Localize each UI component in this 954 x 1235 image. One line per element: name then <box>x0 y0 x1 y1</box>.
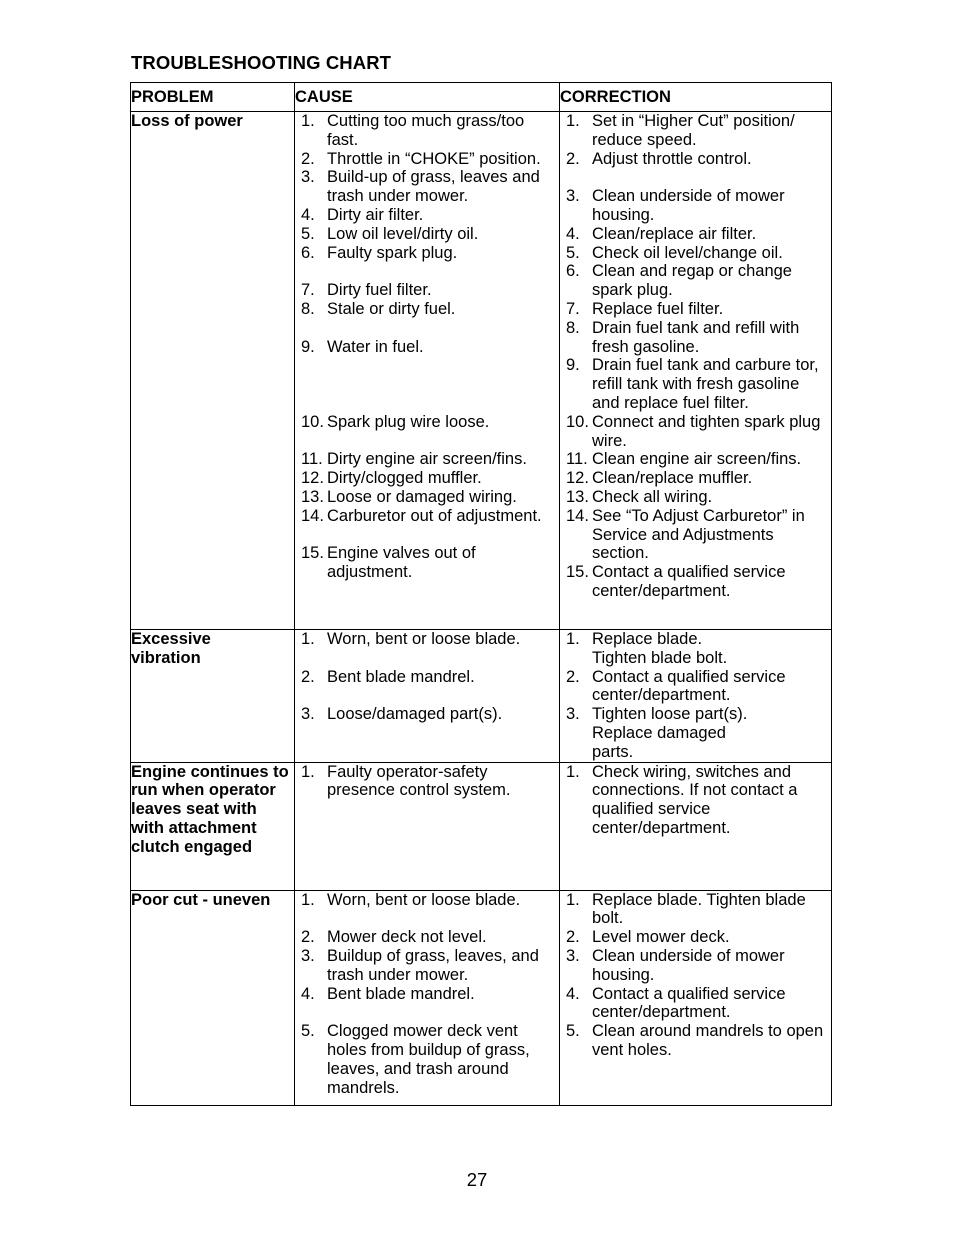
item-text: Tighten loose part(s). Replace damaged parts. <box>592 705 748 761</box>
item-number: 1. <box>301 112 315 130</box>
item-number: 14. <box>301 506 324 525</box>
item-number: 1. <box>566 112 580 130</box>
list-item <box>295 300 559 319</box>
item-number: 10. <box>566 412 589 431</box>
item-number: 7. <box>301 281 315 300</box>
problem-cell: Engine continues to run when operator leaves seat with with attachment clutch engaged <box>131 762 295 890</box>
item-text: Clean/replace muffler. <box>592 469 753 488</box>
item-text: Clean underside of mower housing. <box>592 187 785 224</box>
item-text: Bent blade mandrel. <box>327 984 475 1003</box>
list-item <box>560 985 831 1023</box>
correction-list <box>560 891 831 1060</box>
list-item <box>560 891 831 929</box>
list-item <box>295 338 559 357</box>
item-number: 15. <box>301 544 324 563</box>
cause-cell <box>295 890 560 1105</box>
table-row <box>131 762 832 890</box>
item-number: 2. <box>566 149 580 168</box>
item-number: 1. <box>566 890 580 909</box>
item-number: 12. <box>566 469 589 488</box>
item-number: 5. <box>301 1022 315 1041</box>
item-text: Check oil level/change oil. <box>592 243 783 262</box>
list-item <box>560 947 831 985</box>
item-text: Water in fuel. <box>327 337 424 356</box>
list-item <box>560 319 831 357</box>
table-row <box>131 890 832 1105</box>
header-cause: CAUSE <box>295 83 560 112</box>
list-item <box>560 488 831 507</box>
list-item <box>295 168 559 206</box>
item-number: 4. <box>566 224 580 243</box>
page-title: TROUBLESHOOTING CHART <box>131 52 392 73</box>
list-item <box>295 985 559 1004</box>
item-number: 8. <box>566 318 580 337</box>
list-item <box>560 705 771 761</box>
item-number: 4. <box>301 205 315 224</box>
list-item <box>560 450 831 469</box>
item-text: Contact a qualified service center/department. <box>592 984 786 1022</box>
item-text: Loose or damaged wiring. <box>327 487 517 506</box>
item-number: 3. <box>566 187 580 206</box>
item-number: 11. <box>566 450 588 469</box>
item-number: 9. <box>301 337 315 356</box>
list-item <box>295 928 559 947</box>
item-number: 3. <box>566 946 580 965</box>
item-text: Set in “Higher Cut” position/ reduce speed. <box>592 112 795 149</box>
list-item <box>295 488 559 507</box>
item-text: Cutting too much grass/too fast. <box>327 112 525 149</box>
item-text: Clean underside of mower housing. <box>592 946 785 984</box>
list-item <box>295 413 559 432</box>
problem-cell: Poor cut - uneven <box>131 890 295 1105</box>
item-text: Replace blade. Tighten blade bolt. <box>592 630 728 667</box>
cause-cell <box>295 762 560 890</box>
cause-list <box>295 891 559 1098</box>
item-number: 4. <box>566 984 580 1003</box>
cause-list <box>295 763 559 801</box>
list-item <box>560 563 831 601</box>
item-number: 7. <box>566 299 580 318</box>
item-number: 5. <box>566 1022 580 1041</box>
item-text: Mower deck not level. <box>327 928 487 947</box>
item-text: Clogged mower deck vent holes from buildup of grass, leaves, and trash around mandrels. <box>327 1022 530 1097</box>
list-item <box>560 112 831 150</box>
item-text: Dirty fuel filter. <box>327 281 432 300</box>
item-number: 13. <box>566 487 589 506</box>
item-text: Engine valves out of adjustment. <box>327 544 476 582</box>
item-text: Replace fuel filter. <box>592 299 724 318</box>
list-item <box>295 469 559 488</box>
list-item <box>560 187 831 225</box>
item-number: 12. <box>301 469 324 488</box>
item-text: Build-up of grass, leaves and trash under mower. <box>327 168 540 206</box>
item-number: 6. <box>301 243 315 262</box>
list-item <box>295 206 559 225</box>
item-number: 3. <box>301 946 315 965</box>
item-number: 3. <box>301 705 315 724</box>
list-item <box>295 544 559 582</box>
list-item <box>560 1022 831 1060</box>
item-text: Adjust throttle control. <box>592 149 752 168</box>
item-text: Clean around mandrels to open vent holes. <box>592 1022 824 1059</box>
list-item <box>560 150 831 169</box>
list-item <box>295 450 559 469</box>
header-row <box>131 83 832 112</box>
list-item <box>295 891 559 910</box>
item-text: Drain fuel tank and refill with fresh gasoline. <box>592 318 800 356</box>
item-number: 3. <box>566 705 580 724</box>
list-item <box>560 668 831 706</box>
item-number: 1. <box>301 762 315 781</box>
problem-cell: Excessive vibration <box>131 630 295 763</box>
correction-list <box>560 112 831 601</box>
item-text: Spark plug wire loose. <box>327 412 490 431</box>
correction-cell <box>560 630 832 763</box>
list-item <box>295 244 559 263</box>
item-text: Drain fuel tank and carbure tor, refill tank with fresh gasoline and replace fuel filter. <box>592 356 819 412</box>
page-number: 27 <box>466 1169 488 1190</box>
item-number: 10. <box>301 412 324 431</box>
list-item <box>295 225 559 244</box>
list-item <box>560 356 831 412</box>
cause-list <box>295 112 559 582</box>
correction-list <box>560 630 831 668</box>
item-text: Level mower deck. <box>592 928 730 947</box>
item-number: 1. <box>301 890 315 909</box>
item-number: 2. <box>566 667 580 686</box>
list-item <box>295 281 559 300</box>
correction-cell <box>560 762 832 890</box>
list-item <box>295 705 559 724</box>
item-text: See “To Adjust Carburetor” in Service and Adjustments section. <box>592 506 805 563</box>
list-item <box>295 947 559 985</box>
item-text: Loose/damaged part(s). <box>327 705 503 724</box>
list-item <box>560 469 831 488</box>
correction-cell <box>560 112 832 630</box>
item-number: 15. <box>566 563 589 582</box>
item-number: 1. <box>301 630 315 648</box>
item-number: 2. <box>301 667 315 686</box>
list-item <box>560 225 831 244</box>
item-text: Check wiring, switches and connections. If not contact a qualified service center/department. <box>592 762 798 837</box>
item-text: Stale or dirty fuel. <box>327 299 456 318</box>
item-text: Dirty engine air screen/fins. <box>327 450 527 469</box>
item-text: Contact a qualified service center/department. <box>592 667 786 705</box>
item-text: Low oil level/dirty oil. <box>327 224 479 243</box>
problem-cell: Loss of power <box>131 112 295 630</box>
item-number: 2. <box>566 928 580 947</box>
list-item <box>295 668 559 687</box>
header-problem: PROBLEM <box>131 83 295 112</box>
item-text: Clean engine air screen/fins. <box>592 450 802 469</box>
item-number: 1. <box>566 762 580 781</box>
item-number: 6. <box>566 262 580 281</box>
list-item <box>295 630 559 649</box>
list-item <box>295 1022 559 1097</box>
header-correction: CORRECTION <box>560 83 832 112</box>
item-number: 5. <box>566 243 580 262</box>
item-number: 1. <box>566 630 580 648</box>
cause-cell <box>295 112 560 630</box>
item-number: 11. <box>301 450 323 469</box>
item-number: 13. <box>301 487 324 506</box>
list-item <box>560 928 831 947</box>
list-item <box>560 244 831 263</box>
item-number: 4. <box>301 984 315 1003</box>
list-item <box>560 630 731 668</box>
item-text: Faulty operator-safety presence control system. <box>327 762 511 800</box>
item-text: Replace blade. Tighten blade bolt. <box>592 890 806 928</box>
correction-list <box>560 705 831 761</box>
list-item <box>560 763 831 838</box>
item-number: 14. <box>566 506 589 525</box>
correction-list <box>560 763 831 838</box>
item-number: 2. <box>301 928 315 947</box>
item-text: Bent blade mandrel. <box>327 667 475 686</box>
item-text: Check all wiring. <box>592 487 713 506</box>
item-number: 9. <box>566 356 580 375</box>
list-item <box>560 507 831 563</box>
cause-list <box>295 630 559 724</box>
item-number: 3. <box>301 168 315 187</box>
list-item <box>560 300 831 319</box>
correction-cell <box>560 890 832 1105</box>
item-text: Dirty/clogged muffler. <box>327 469 482 488</box>
list-item <box>295 150 559 169</box>
item-number: 5. <box>301 224 315 243</box>
item-number: 8. <box>301 299 315 318</box>
item-text: Buildup of grass, leaves, and trash under mower. <box>327 946 539 984</box>
item-text: Carburetor out of adjustment. <box>327 506 542 525</box>
item-text: Worn, bent or loose blade. <box>327 630 521 648</box>
item-text: Worn, bent or loose blade. <box>327 890 521 909</box>
list-item <box>560 413 831 451</box>
item-text: Contact a qualified service center/department. <box>592 563 786 600</box>
item-text: Clean and regap or change spark plug. <box>592 262 792 300</box>
item-number: 2. <box>301 149 315 168</box>
item-text: Connect and tighten spark plug wire. <box>592 412 821 450</box>
correction-list <box>560 668 831 706</box>
troubleshooting-table <box>130 82 832 1106</box>
table-row <box>131 630 832 763</box>
cause-cell <box>295 630 560 763</box>
item-text: Throttle in “CHOKE” position. <box>327 149 541 168</box>
list-item <box>295 112 559 150</box>
item-text: Dirty air filter. <box>327 205 424 224</box>
list-item <box>295 763 539 801</box>
item-text: Clean/replace air filter. <box>592 224 757 243</box>
item-text: Faulty spark plug. <box>327 243 458 262</box>
table-row <box>131 112 832 630</box>
list-item <box>560 262 831 300</box>
list-item <box>295 507 559 526</box>
